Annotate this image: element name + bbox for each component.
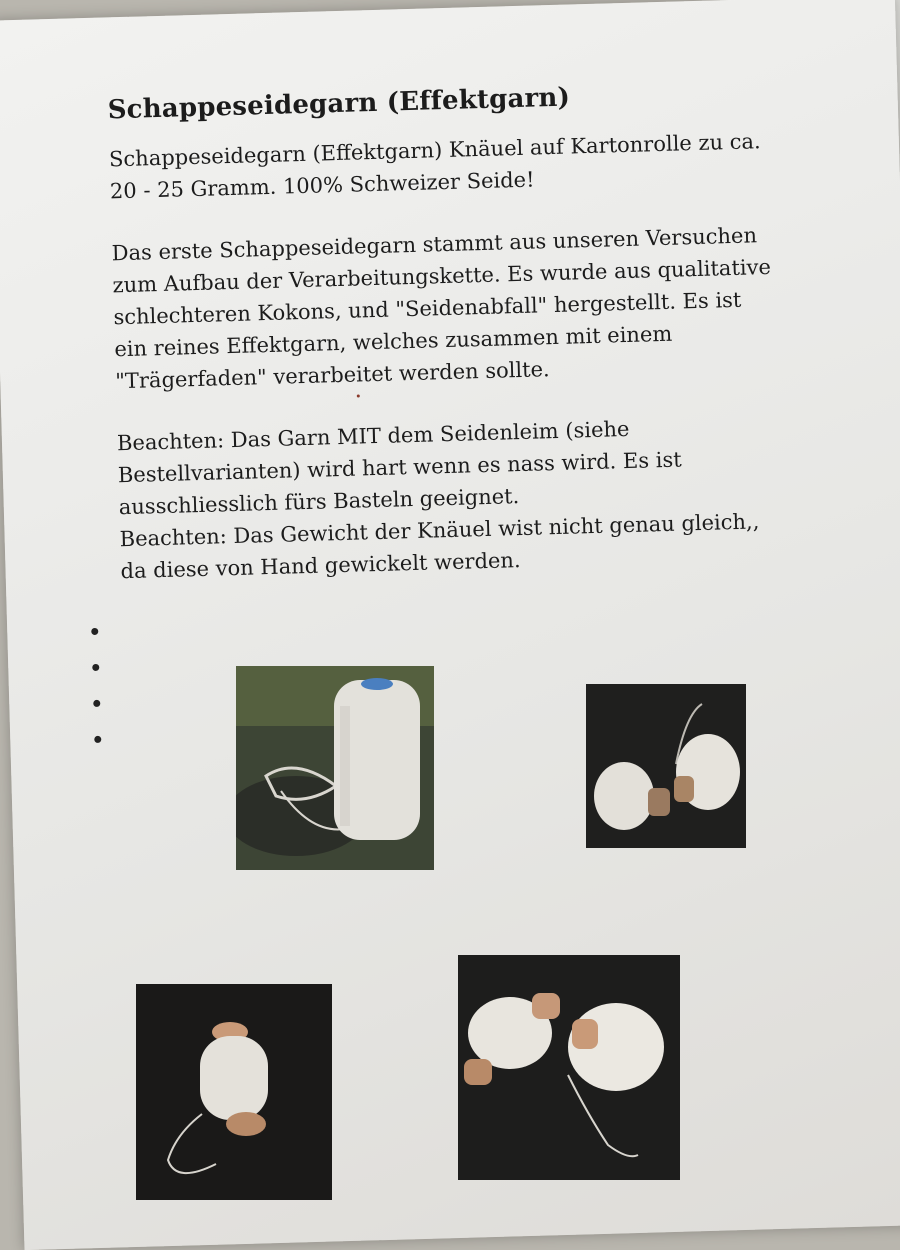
bullet-dot [93,700,100,707]
photo-two-yarn-balls-close [458,955,680,1180]
description-paragraph: Das erste Schappeseidegarn stammt aus unseren Versuchen zum Aufbau der Verarbeitungskette. Es wurde aus qualitative schlechteren Kokons, und "Seidenabfall" hergestellt. Es ist ein reines Effektgarn, welches zusammen mit einem "Trägerfaden" verarbeitet werden sollte. [111,223,772,394]
intro-paragraph: Schappeseidegarn (Effektgarn) Knäuel auf Kartonrolle zu ca. 20 - 25 Gramm. 100% Schweizer Seide! [108,129,761,204]
photo-two-yarn-balls [586,684,746,848]
bullet-dot [92,664,99,671]
empty-bullet-list [91,628,102,772]
note-seidenleim: Beachten: Das Garn MIT dem Seidenleim (siehe Bestellvarianten) wird hart wenn es nass wird. Es ist ausschliesslich fürs Basteln geeignet. [116,416,682,520]
photo-yarn-cone [236,666,434,870]
document-body [107,77,780,587]
bullet-dot [91,628,98,635]
paper-speck [357,394,360,397]
bullet-dot [94,736,101,743]
page-title: Schappeseidegarn (Effektgarn) [107,82,571,126]
note-weight: Beachten: Das Gewicht der Knäuel wist nicht genau gleich,, da diese von Hand gewickelt werden. [119,509,760,584]
photo-yarn-ball-cardboard [136,984,332,1200]
